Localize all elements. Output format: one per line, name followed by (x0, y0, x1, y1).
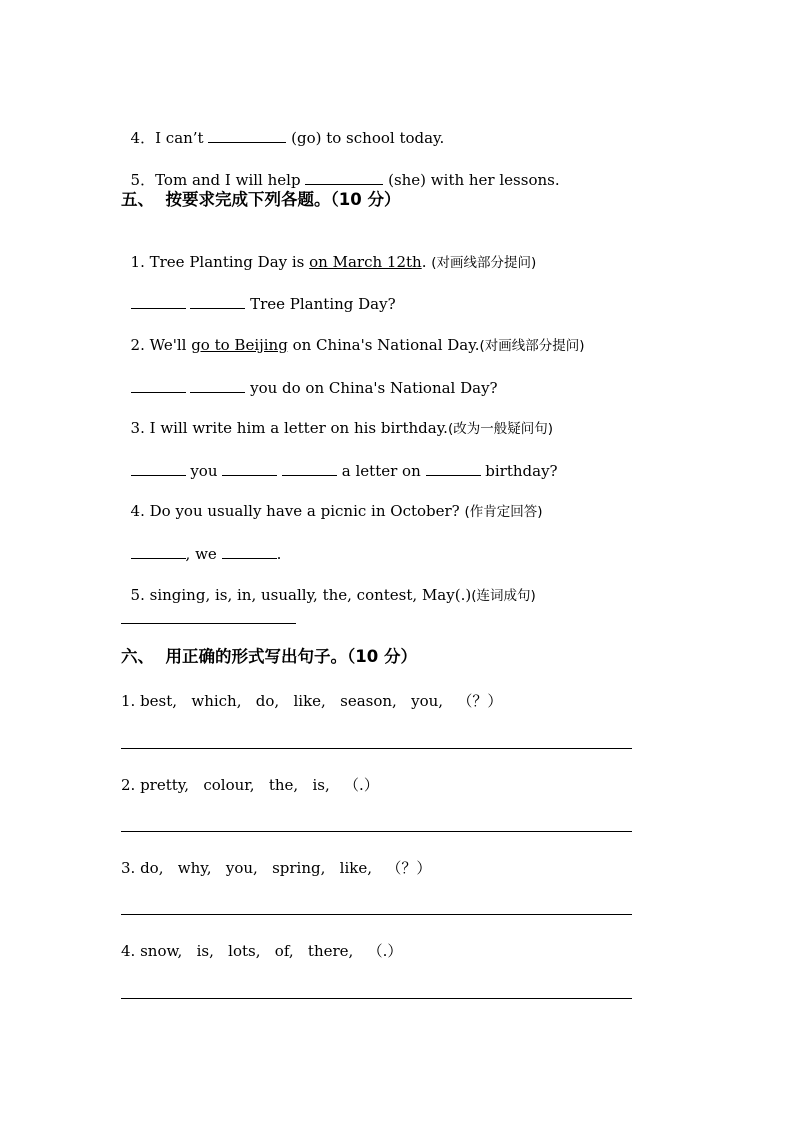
question-text-end: (she) with her lessons. (383, 171, 560, 189)
question-text: 2. We'll (130, 336, 192, 354)
underlined-phrase: go to Beijing (191, 336, 288, 354)
answer-text: you do on China's National Day? (245, 379, 498, 397)
p5-answer-2 (121, 360, 498, 397)
answer-blank[interactable] (190, 294, 245, 309)
answer-text: , we (185, 545, 222, 563)
instruction-note: (改为一般疑问句) (447, 421, 553, 437)
p5-answer-1 (121, 276, 396, 313)
p6-question-4: 4. snow, is, lots, of, there, （.） (121, 942, 403, 960)
p6-answer-line-1[interactable] (121, 748, 632, 749)
p5-question-2 (121, 318, 585, 355)
p5-answer-4 (121, 526, 281, 563)
question-text: 5. singing, is, in, usually, the, contest, May(.) (130, 586, 472, 604)
section-5-heading: 五、 按要求完成下列各题。（10 分） (121, 190, 401, 209)
p6-answer-line-3[interactable] (121, 914, 632, 915)
p6-question-2: 2. pretty, colour, the, is, （.） (121, 776, 379, 794)
p6-question-3: 3. do, why, you, spring, like, （？） (121, 859, 432, 877)
answer-blank[interactable] (208, 128, 286, 143)
question-number: 4． (130, 129, 156, 147)
question-4-line (121, 110, 444, 147)
answer-blank[interactable] (426, 461, 481, 476)
p6-question-1: 1. best, which, do, like, season, you, （？） (121, 692, 503, 710)
answer-text: a letter on (337, 462, 426, 480)
question-text: 1. Tree Planting Day is (130, 253, 310, 271)
instruction-note: (对画线部分提问) (479, 338, 585, 354)
question-text: 3. I will write him a letter on his birthday. (130, 419, 448, 437)
answer-blank[interactable] (282, 461, 337, 476)
answer-text: you (185, 462, 223, 480)
p5-question-5 (121, 568, 536, 605)
question-text-end: (go) to school today. (286, 129, 445, 147)
question-text: 4. Do you usually have a picnic in October? (130, 502, 465, 520)
question-number: 5． (130, 171, 156, 189)
question-text-end: on China's National Day. (287, 336, 480, 354)
answer-blank[interactable] (131, 461, 186, 476)
answer-text: birthday? (480, 462, 558, 480)
p5-answer-3 (121, 443, 558, 480)
section-6-heading: 六、 用正确的形式写出句子。（10 分） (121, 647, 417, 666)
instruction-note: (作肯定回答) (464, 504, 543, 520)
answer-blank[interactable] (190, 378, 245, 393)
p5-answer-5-line[interactable] (121, 623, 296, 624)
p6-answer-line-2[interactable] (121, 831, 632, 832)
underlined-phrase: on March 12th (309, 253, 422, 271)
answer-text: . (276, 545, 282, 563)
p5-question-3 (121, 401, 553, 438)
instruction-note: (连词成句) (471, 588, 536, 604)
answer-text: Tree Planting Day? (245, 295, 396, 313)
p5-question-1 (121, 235, 536, 272)
question-text: I can’t (155, 129, 209, 147)
answer-blank[interactable] (131, 378, 186, 393)
p6-answer-line-4[interactable] (121, 998, 632, 999)
question-5-line (121, 152, 560, 189)
answer-blank[interactable] (305, 170, 383, 185)
answer-blank[interactable] (222, 461, 277, 476)
instruction-note: (对画线部分提问) (431, 255, 537, 271)
answer-blank[interactable] (222, 544, 277, 559)
question-text: Tom and I will help (155, 171, 306, 189)
answer-blank[interactable] (131, 294, 186, 309)
p5-question-4 (121, 484, 543, 521)
question-text-end: . (421, 253, 432, 271)
answer-blank[interactable] (131, 544, 186, 559)
